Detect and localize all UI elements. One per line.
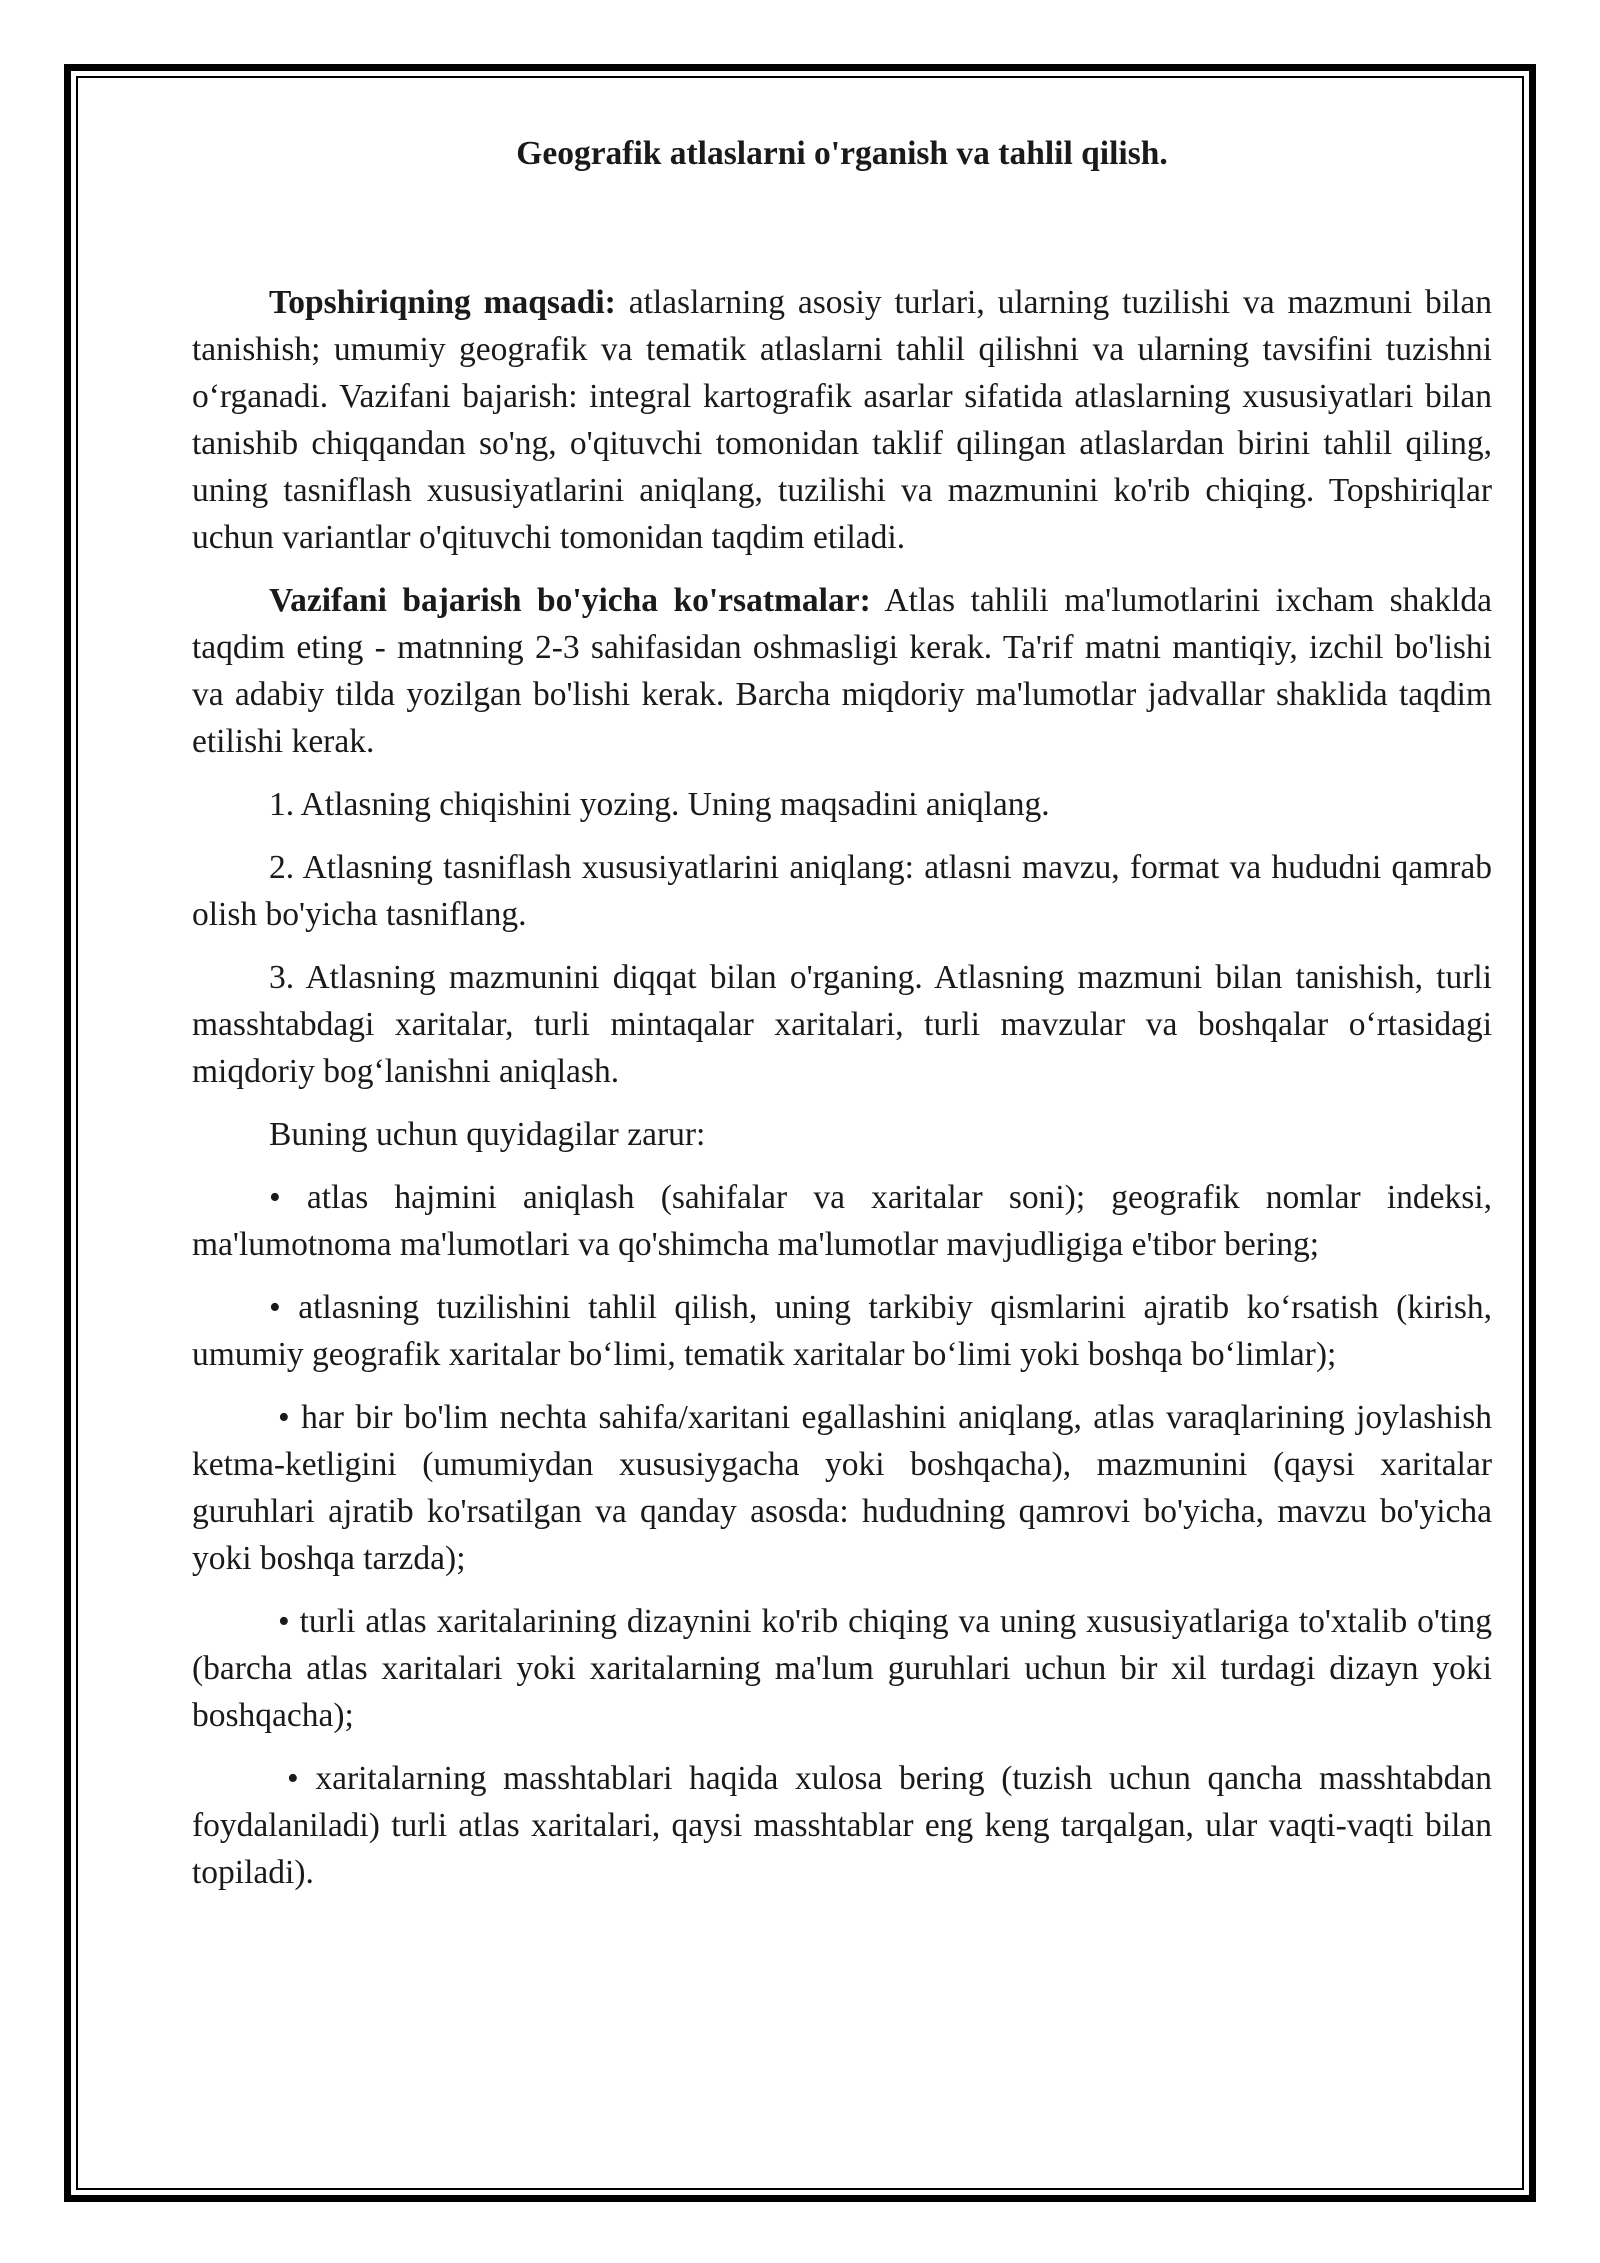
- instructions-text: Atlas tahlili ma'lumotlarini ixcham shaklda taqdim eting - matnning 2-3 sahifasidan oshmasligi kerak. Ta'rif matni mantiqiy, izchil bo'lishi va adabiy tilda yozilgan bo'lishi kerak. Barcha miqdoriy ma'lumotlar jadvallar shaklida taqdim etilishi kerak.: [192, 582, 1492, 760]
- goal-text: atlaslarning asosiy turlari, ularning tuzilishi va mazmuni bilan tanishish; umumiy geografik va tematik atlaslarni tahlil qilishni va ularning tavsifini tuzishni o‘rganadi. Vazifani bajarish: integral kartografik asarlar sifatida atlaslarning xususiyatlari bilan tanishib chiqqandan so'ng, o'qituvchi tomonidan taklif qilingan atlaslardan birini tahlil qiling, uning tasniflash xususiyatlarini aniqlang, tuzilishi va mazmunini ko'rib chiqing. Topshiriqlar uchun variantlar o'qituvchi tomonidan taqdim etiladi.: [192, 284, 1492, 556]
- instructions-paragraph: [192, 577, 1492, 765]
- bullet-item-5: • xaritalarning masshtablari haqida xulosa bering (tuzish uchun qancha masshtabdan foydalaniladi) turli atlas xaritalari, qaysi masshtablar eng keng tarqalgan, ular vaqti-vaqti bilan topiladi).: [192, 1760, 1492, 1891]
- numbered-item-2: 2. Atlasning tasniflash xususiyatlarini aniqlang: atlasni mavzu, format va hududni qamrab olish bo'yicha tasniflang.: [192, 849, 1492, 933]
- bullet-item-2: • atlasning tuzilishini tahlil qilish, uning tarkibiy qismlarini ajratib ko‘rsatish (kirish, umumiy geografik xaritalar bo‘limi, tematik xaritalar bo‘limi yoki boshqa bo‘limlar);: [192, 1289, 1492, 1373]
- bullet-item-4: • turli atlas xaritalarining dizaynini ko'rib chiqing va uning xususiyatlariga to'xtalib o'ting (barcha atlas xaritalari yoki xaritalarning ma'lum guruhlari uchun bir xil turdagi dizayn yoki boshqacha);: [192, 1603, 1492, 1734]
- numbered-item-3: 3. Atlasning mazmunini diqqat bilan o'rganing. Atlasning mazmuni bilan tanishish, turli masshtabdagi xaritalar, turli mintaqalar xaritalari, turli mavzular va boshqalar o‘rtasidagi miqdoriy bog‘lanishni aniqlash.: [192, 959, 1492, 1090]
- requirements-intro: Buning uchun quyidagilar zarur:: [269, 1116, 706, 1153]
- goal-paragraph: [192, 279, 1492, 561]
- goal-heading: Topshiriqning maqsadi:: [269, 284, 616, 321]
- numbered-item-1: 1. Atlasning chiqishini yozing. Uning maqsadini aniqlang.: [269, 786, 1050, 823]
- page-title: Geografik atlaslarni o'rganish va tahlil qilish.: [516, 135, 1168, 172]
- instructions-heading: Vazifani bajarish bo'yicha ko'rsatmalar:: [269, 582, 871, 619]
- bullet-item-3: • har bir bo'lim nechta sahifa/xaritani egallashini aniqlang, atlas varaqlarining joylashish ketma-ketligini (umumiydan xususiygacha yoki boshqacha), mazmunini (qaysi xaritalar guruhlari ajratib ko'rsatilgan va qanday asosda: hududning qamrovi bo'yicha, mavzu bo'yicha yoki boshqa tarzda);: [192, 1399, 1492, 1577]
- document-body: [192, 130, 1492, 1912]
- bullet-item-1: • atlas hajmini aniqlash (sahifalar va xaritalar soni); geografik nomlar indeksi, ma'lumotnoma ma'lumotlari va qo'shimcha ma'lumotlar mavjudligiga e'tibor bering;: [192, 1179, 1492, 1263]
